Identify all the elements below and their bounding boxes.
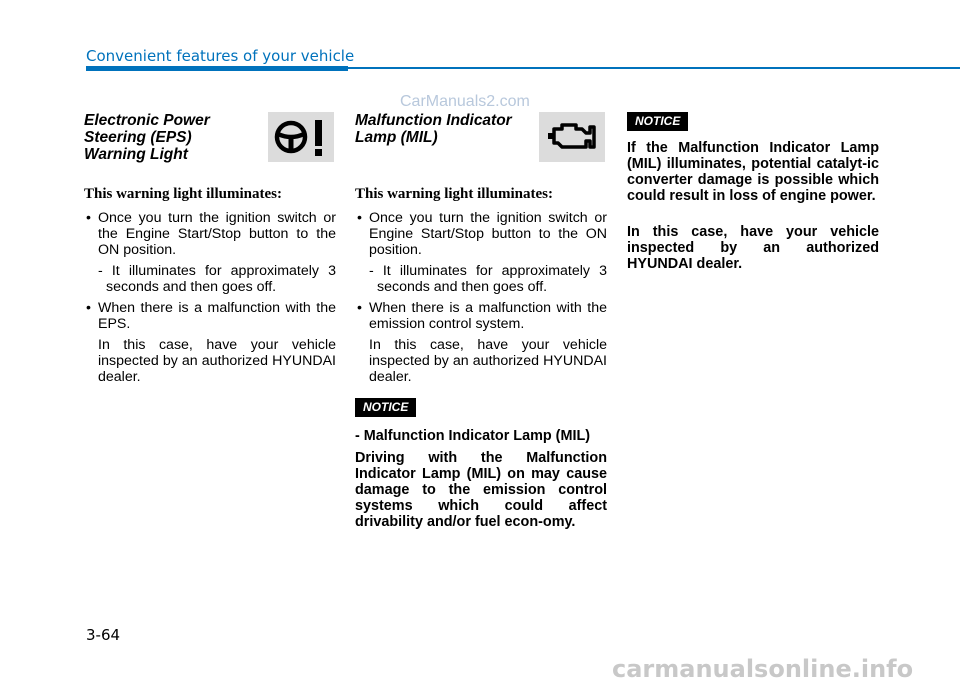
watermark-top: CarManuals2.com xyxy=(400,93,530,110)
mil-bullet-2-note: In this case, have your vehicle inspected by an authorized HYUNDAI dealer. xyxy=(369,337,607,385)
watermark-bottom: carmanualsonline.info xyxy=(612,655,914,683)
page-number: 3-64 xyxy=(86,626,121,644)
eps-section xyxy=(84,112,340,385)
notice-text-1: If the Malfunction Indicator Lamp (MIL) illuminates, potential catalyt-ic converter damage is possible which could result in loss of engine power. xyxy=(627,140,879,204)
mil-title-line2: Lamp (MIL) xyxy=(355,129,438,146)
header-bar-accent xyxy=(86,66,348,71)
eps-bullet-2-text: When there is a malfunction with the EPS. xyxy=(98,300,336,332)
mil-bullet-1-text: Once you turn the ignition switch or Engine Start/Stop button to the ON position. xyxy=(369,210,607,258)
section-header-title: Convenient features of your vehicle xyxy=(86,47,355,65)
eps-bullet-2-note: In this case, have your vehicle inspected by an authorized HYUNDAI dealer. xyxy=(98,337,336,385)
eps-title-line2: Steering (EPS) xyxy=(84,129,192,146)
mil-subheading: This warning light illuminates: xyxy=(355,186,553,202)
engine-check-icon xyxy=(539,112,605,162)
mil-bullet-2 xyxy=(355,300,607,385)
mil-notice-heading: - Malfunction Indicator Lamp (MIL) xyxy=(355,428,591,444)
mil-title-line1: Malfunction Indicator xyxy=(355,112,512,129)
bullet-glyph: • xyxy=(357,210,362,226)
mil-list xyxy=(355,210,607,390)
eps-title-line1: Electronic Power xyxy=(84,112,210,129)
mil-bullet-2-text: When there is a malfunction with the emission control system. xyxy=(369,300,607,332)
bullet-glyph: • xyxy=(357,300,362,316)
bullet-glyph: • xyxy=(86,300,91,316)
eps-title-line3: Warning Light xyxy=(84,146,188,163)
mil-bullet-1-sub: - It illuminates for approximately 3 seconds and then goes off. xyxy=(369,263,607,295)
mil-bullet-1 xyxy=(355,210,607,295)
eps-list xyxy=(84,210,336,390)
eps-warning-icon xyxy=(268,112,334,162)
mil-title xyxy=(355,112,523,146)
eps-bullet-1-sub: - It illuminates for approximately 3 seconds and then goes off. xyxy=(98,263,336,295)
notice-badge: NOTICE xyxy=(627,112,688,131)
eps-bullet-1 xyxy=(84,210,336,295)
notice-text-2: In this case, have your vehicle inspected by an authorized HYUNDAI dealer. xyxy=(627,224,879,272)
bullet-glyph: • xyxy=(86,210,91,226)
mil-section xyxy=(355,112,611,530)
eps-subheading: This warning light illuminates: xyxy=(84,186,282,202)
eps-title xyxy=(84,112,252,163)
header-rule xyxy=(348,67,960,69)
mil-notice-text: Driving with the Malfunction Indicator Lamp (MIL) on may cause damage to the emission control systems which could affect drivability and/or fuel econ-omy. xyxy=(355,450,607,530)
eps-bullet-1-text: Once you turn the ignition switch or the Engine Start/Stop button to the ON position. xyxy=(98,210,336,258)
eps-bullet-2 xyxy=(84,300,336,385)
notice-badge: NOTICE xyxy=(355,398,416,417)
